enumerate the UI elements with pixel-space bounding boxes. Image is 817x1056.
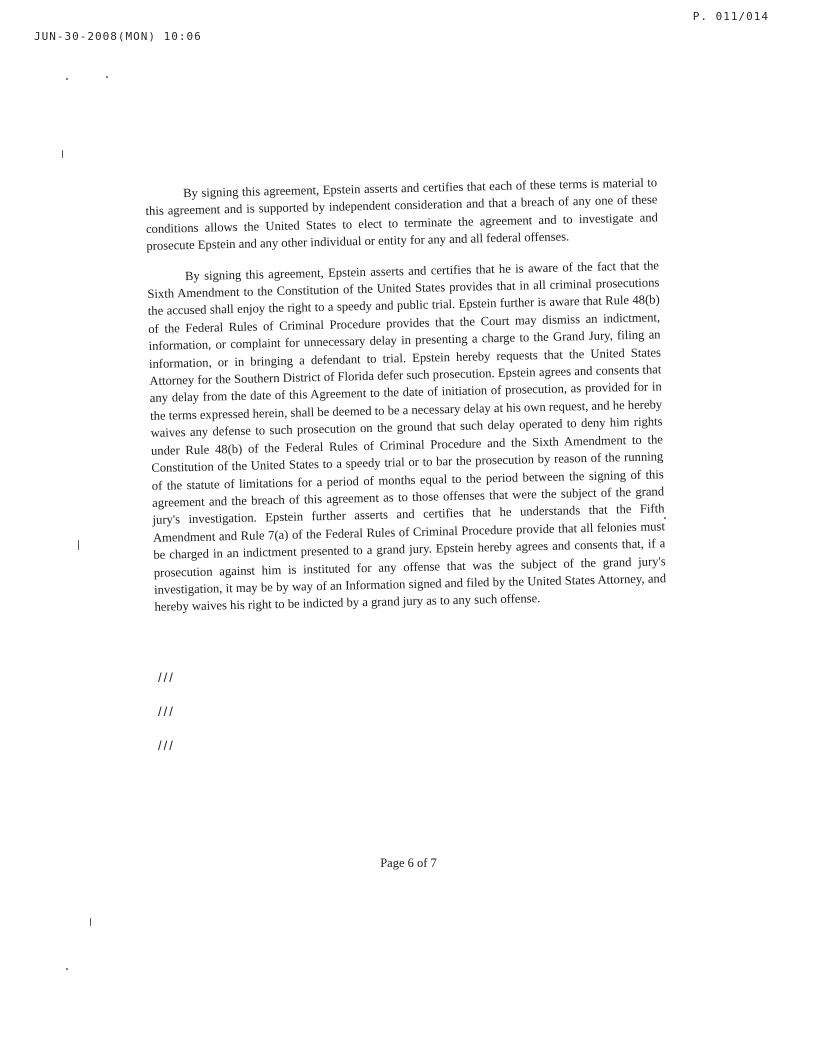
scan-speck	[66, 78, 68, 80]
fax-header: JUN-30-2008(MON) 10:06	[34, 30, 202, 43]
scan-speck	[106, 76, 108, 78]
paragraph-breach-terms: By signing this agreement, Epstein asserts and certifies that each of these terms is material to this agreement and is supported by independent consideration and that a breach of any one of these conditions allows the United States to elect to terminate the agreement and to investigate and prosecute Epstein and any other individual or entity for any and all federal offenses.	[145, 175, 658, 254]
scan-speck	[66, 968, 68, 970]
scan-speck	[78, 540, 79, 550]
page-number: Page 6 of 7	[380, 856, 437, 870]
continuation-mark: ///	[158, 738, 175, 753]
paragraph-speedy-trial-waiver: By signing this agreement, Epstein asserts and certifies that he is aware of the fact that the Sixth Amendment to the Constitution of the United States provides that in all criminal prosecutions the accused shall enjoy the right to a speedy and public trial. Epstein further is aware that Rule 48(b) of the Federal Rules of Criminal Procedure provides that the Court may dismiss an indictment, information, or complaint for unnecessary delay in presenting a charge to the Grand Jury, filing an information, or in bringing a defendant to trial. Epstein hereby requests that the United States Attorney for the Southern District of Florida defer such prosecution. Epstein agrees and consents that any delay from the date of this Agreement to the date of initiation of prosecution, as provided for in the terms expressed herein, shall be deemed to be a necessary delay at his own request, and he hereby waives any defense to such prosecution on the ground that such delay operated to deny him rights under Rule 48(b) of the Federal Rules of Criminal Procedure and the Sixth Amendment to the Constitution of the United States to a speedy trial or to bar the prosecution by reason of the running of the statute of limitations for a period of months equal to the period between the signing of this agreement and the breach of this agreement as to those offenses that were the subject of the grand jury's investigation. Epstein further asserts and certifies that he understands that the Fifth Amendment and Rule 7(a) of the Federal Rules of Criminal Procedure provide that all felonies must be charged in an indictment presented to a grand jury. Epstein hereby agrees and consents that, if a prosecution against him is instituted for any offense that was the subject of the grand jury's investigation, it may be by way of an Information signed and filed by the United States Attorney, and hereby waives his right to be indicted by a grand jury as to any such offense.	[147, 257, 667, 615]
scan-speck	[90, 918, 91, 926]
fax-page-marker: P. 011/014	[692, 10, 769, 23]
agreement-body	[145, 174, 667, 629]
continuation-mark: ///	[158, 670, 175, 685]
continuation-mark: ///	[158, 704, 175, 719]
scan-speck	[62, 150, 63, 158]
